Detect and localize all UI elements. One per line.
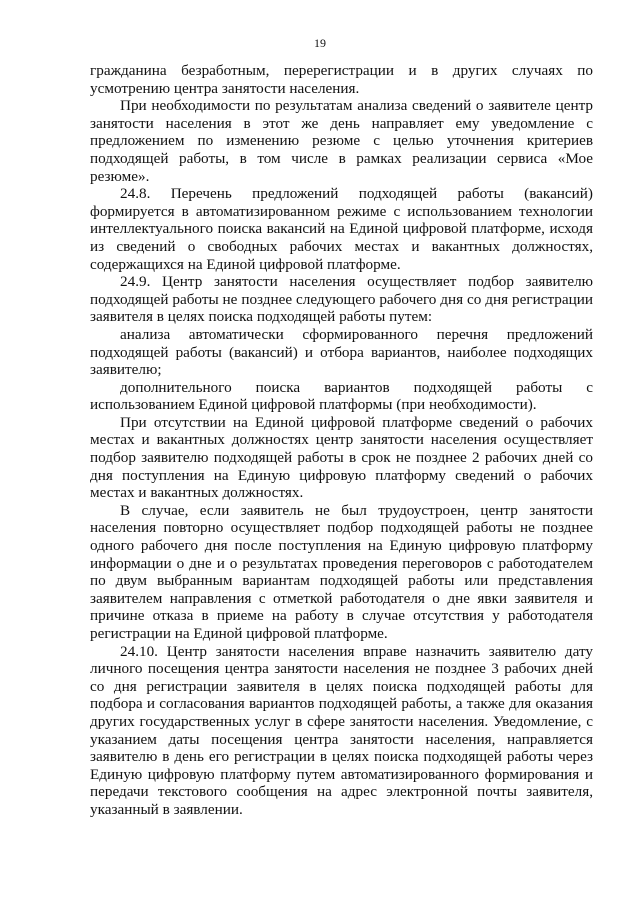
paragraph-list-item-analysis: анализа автоматически сформированного перечня предложений подходящей работы (вакансий) и отбора вариантов, наиболее подходящих заявителю; [90,325,593,379]
page-number: 19 [314,36,326,50]
paragraph-24-8: 24.8. Перечень предложений подходящей работы (вакансий) формируется в автоматизированном режиме с использованием технологии интеллектуального поиска вакансий на Единой цифровой платформе, исходя из сведений о свободных рабочих местах и вакантных должностях, содержащихся на Единой цифровой платформе. [90,185,593,273]
paragraph-repeat-selection: В случае, если заявитель не был трудоустроен, центр занятости населения повторно осуществляет подбор подходящей работы не позднее одного рабочего дня после поступления на Единую цифровую платформу информации о дне и о результатах проведения переговоров с работодателем по двум выбранным вариантам подходящей работы или представления заявителем направления с отметкой работодателя о дне явки заявителя и причине отказа в приеме на работу в случае отсутствия у работодателя регистрации на Единой цифровой платформе. [90,501,593,642]
paragraph-continuation: гражданина безработным, перерегистрации и в других случаях по усмотрению центра занятости населения. [90,62,593,97]
document-body [90,62,593,819]
paragraph-list-item-search: дополнительного поиска вариантов подходящей работы с использованием Единой цифровой платформы (при необходимости). [90,378,593,414]
paragraph-24-9: 24.9. Центр занятости населения осуществляет подбор заявителю подходящей работы не позднее следующего рабочего дня со дня регистрации заявителя в целях поиска подходящей работы путем: [90,273,593,326]
paragraph-no-vacancies: При отсутствии на Единой цифровой платформе сведений о рабочих местах и вакантных должностях центр занятости населения осуществляет подбор заявителю подходящей работы в срок не позднее 2 рабочих дней со дня поступления на Единую цифровую платформу сведений о рабочих местах и вакантных должностях. [90,413,593,502]
paragraph-resume-notification: При необходимости по результатам анализа сведений о заявителе центр занятости населения в этот же день направляет ему уведомление с предложением по изменению резюме с целью уточнения критериев подходящей работы, в том числе в рамках реализации сервиса «Мое резюме». [90,97,593,185]
paragraph-24-10: 24.10. Центр занятости населения вправе назначить заявителю дату личного посещения центра занятости населения не позднее 3 рабочих дней со дня регистрации заявителя в целях поиска подходящей работы для подбора и согласования вариантов подходящей работы, а также для оказания других государственных услуг в сфере занятости населения. Уведомление, с указанием даты посещения центра занятости населения, направляется заявителю в день его регистрации в целях поиска подходящей работы через Единую цифровую платформу путем автоматизированного формирования и передачи текстового сообщения на адрес электронной почты заявителя, указанный в заявлении. [90,642,593,818]
